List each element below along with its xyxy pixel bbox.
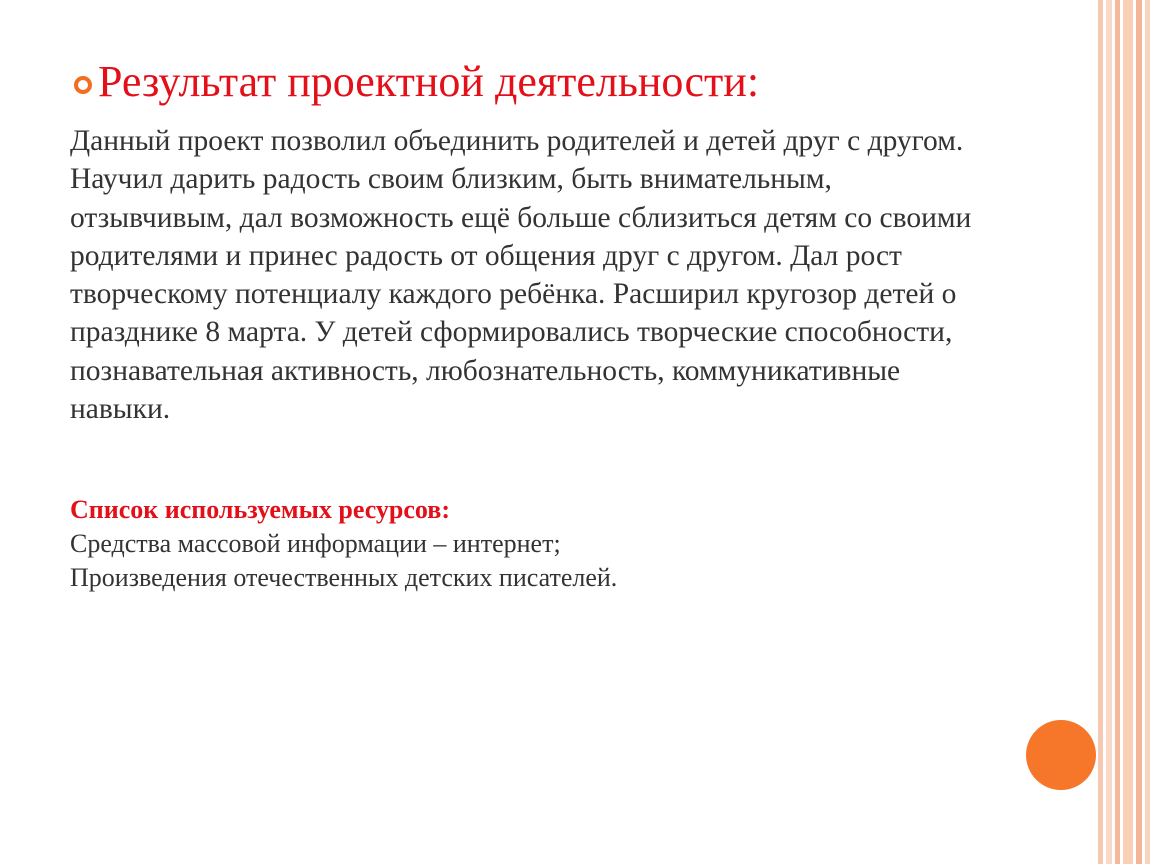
stripe	[1098, 0, 1103, 864]
resource-item: Произведения отечественных детских писателей.	[70, 563, 618, 592]
stripe	[1136, 0, 1142, 864]
resources-heading: Список используемых ресурсов:	[70, 495, 450, 524]
body-paragraph: Данный проект позволил объединить родителей и детей друг с другом. Научил дарить радость своим близким, быть внимательным, отзывчивым, дал возможность ещё больше сблизиться детям со своими родителями и принес радость от общения друг с другом. Дал рост творческому потенциалу каждого ребёнка. Расширил кругозор детей о празднике 8 марта. У детей сформировались творческие способности, познавательная активность, любознательность, коммуникативные навыки.	[70, 125, 972, 426]
stripe	[1123, 0, 1133, 864]
stripe	[1115, 0, 1120, 864]
resource-item: Средства массовой информации – интернет;	[70, 529, 561, 558]
decorative-stripes	[1098, 0, 1150, 864]
stripe	[1106, 0, 1112, 864]
title-row	[74, 56, 759, 108]
stripe	[1145, 0, 1150, 864]
slide-title: Результат проектной деятельности:	[98, 57, 760, 106]
resources-section	[70, 493, 970, 595]
orange-circle-icon	[1026, 720, 1096, 790]
ring-bullet-icon	[74, 76, 92, 94]
